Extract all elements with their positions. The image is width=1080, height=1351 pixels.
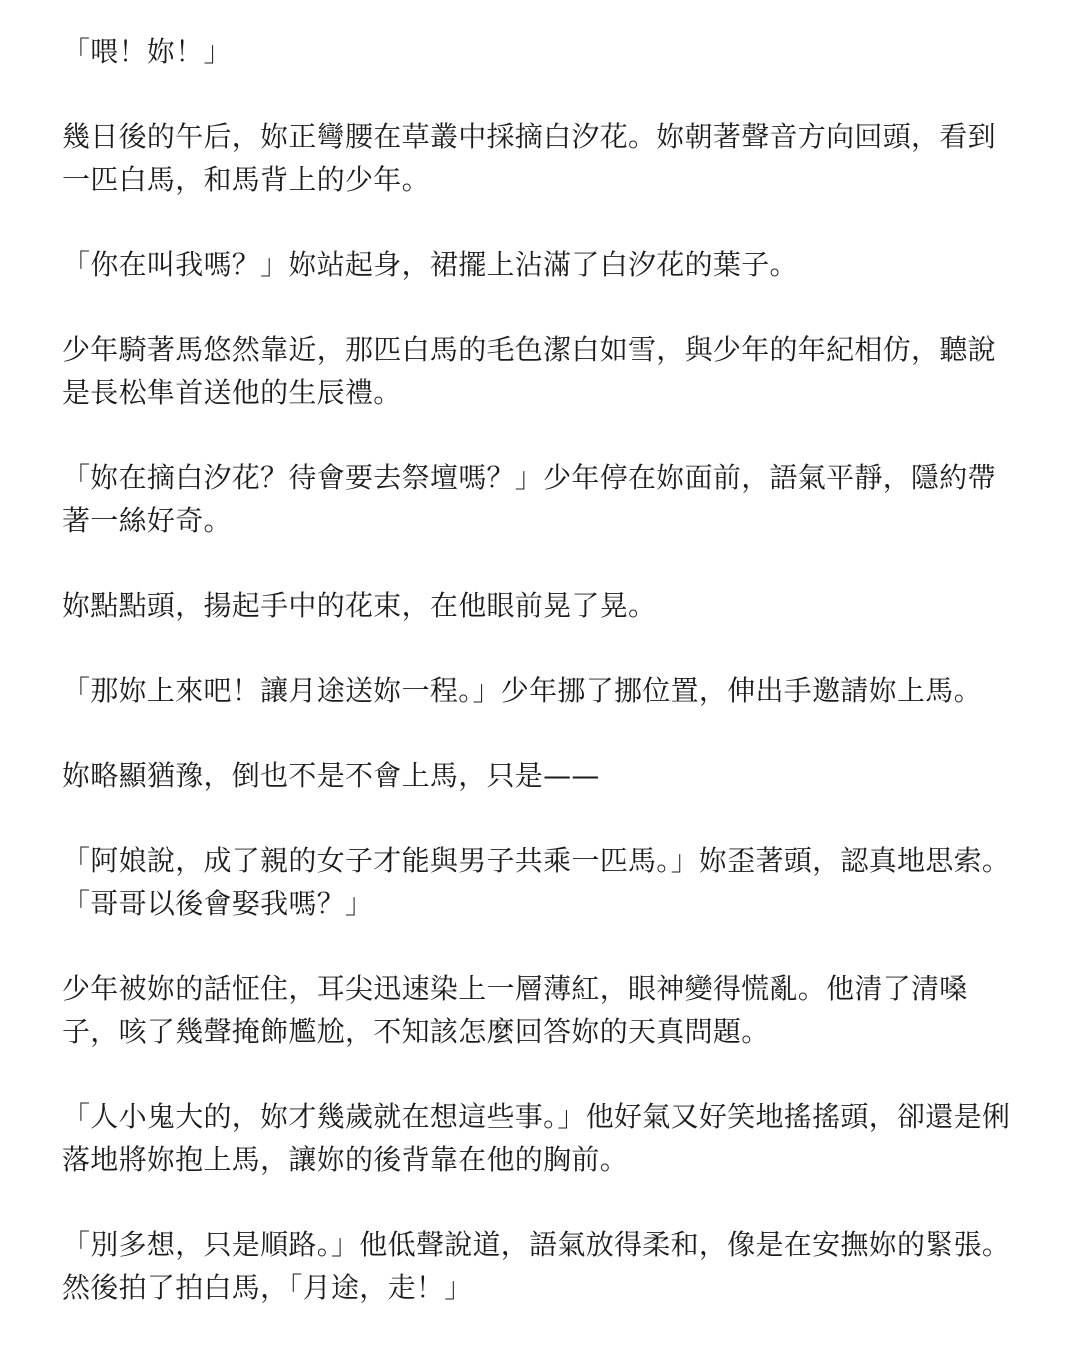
paragraph-2: 幾日後的午后，妳正彎腰在草叢中採摘白汐花。妳朝著聲音方向回頭，看到一匹白馬，和馬背上的少年。	[62, 120, 996, 196]
paragraph-10: 少年被妳的話怔住，耳尖迅速染上一層薄紅，眼神變得慌亂。他清了清嗓子，咳了幾聲掩飾尷尬，不知該怎麼回答妳的天真問題。	[62, 972, 968, 1048]
story-text	[62, 30, 1022, 1351]
paragraph-7: 「那妳上來吧！讓月途送妳一程。」少年挪了挪位置，伸出手邀請妳上馬。	[62, 674, 982, 707]
paragraph-4: 少年騎著馬悠然靠近，那匹白馬的毛色潔白如雪，與少年的年紀相仿，聽說是長松隼首送他的生辰禮。	[62, 333, 996, 409]
paragraph-3: 「你在叫我嗎？」妳站起身，裙擺上沾滿了白汐花的葉子。	[62, 248, 798, 281]
paragraph-5: 「妳在摘白汐花？待會要去祭壇嗎？」少年停在妳面前，語氣平靜，隱約帶著一絲好奇。	[62, 461, 996, 537]
paragraph-6: 妳點點頭，揚起手中的花束，在他眼前晃了晃。	[62, 589, 657, 622]
paragraph-12: 「別多想，只是順路。」他低聲說道，語氣放得柔和，像是在安撫妳的緊張。然後拍了拍白馬，「月途，走！」	[62, 1228, 1011, 1304]
paragraph-9: 「阿娘說，成了親的女子才能與男子共乘一匹馬。」妳歪著頭，認真地思索。「哥哥以後會娶我嗎？」	[62, 844, 1011, 920]
paragraph-1: 「喂！妳！」	[62, 35, 232, 68]
paragraph-8: 妳略顯猶豫，倒也不是不會上馬，只是——	[62, 759, 600, 792]
paragraph-11: 「人小鬼大的，妳才幾歲就在想這些事。」他好氣又好笑地搖搖頭，卻還是俐落地將妳抱上馬，讓妳的後背靠在他的胸前。	[62, 1100, 1011, 1176]
